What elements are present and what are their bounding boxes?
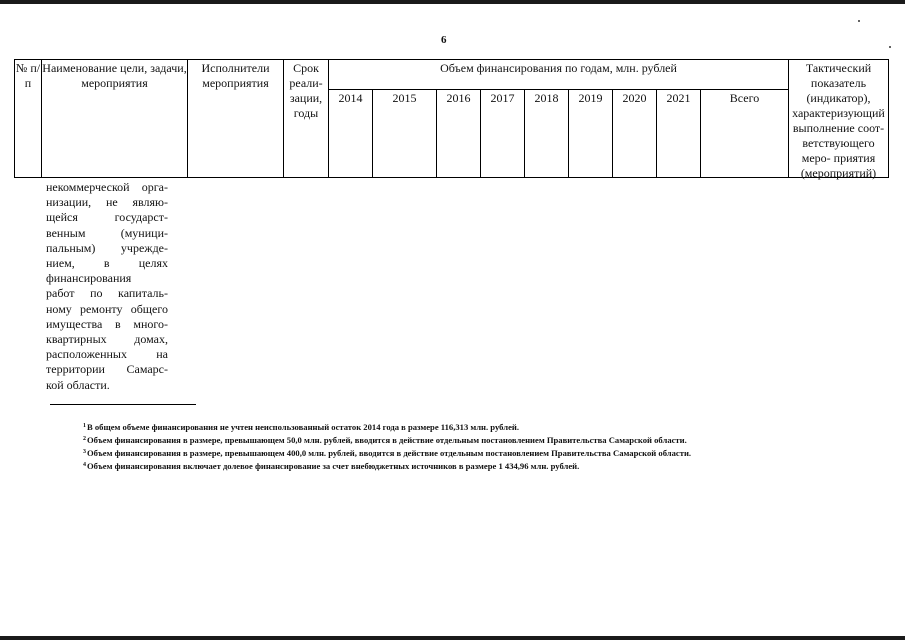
- footnote: $^1$В общем объеме финансирования не учтен неиспользованный остаток 2014 года в размере 116,313 млн. рублей.: [83, 422, 519, 432]
- year-cell: 2018: [525, 90, 569, 178]
- text-line: низации, не являю-: [46, 195, 168, 210]
- text-line: ному ремонту общего: [46, 301, 168, 316]
- measure-description: [46, 180, 168, 393]
- text-line: щейся государст-: [46, 210, 168, 225]
- text-line: финансирования: [46, 271, 132, 286]
- header-name: Наименование цели, задачи, мероприятия: [42, 60, 188, 178]
- header-executors: Исполнители мероприятия: [188, 60, 284, 178]
- text-line: некоммерческой орга-: [46, 180, 168, 194]
- year-cell: 2015: [373, 90, 437, 178]
- header-table: [14, 59, 889, 178]
- header-num: № п/п: [15, 60, 42, 178]
- text-line: имущества в много-: [46, 316, 168, 331]
- footnote: $^2$Объем финансирования в размере, превышающем 50,0 млн. рублей, вводится в действие отдельным постановлением Правительства Самарской области.: [83, 435, 687, 445]
- scan-speck: [889, 46, 891, 48]
- year-cell: 2017: [481, 90, 525, 178]
- header-funding: Объем финансирования по годам, млн. рублей: [329, 60, 789, 90]
- footnote-separator: [50, 404, 196, 405]
- text-line: венным (муници-: [46, 225, 168, 240]
- header-term: Срок реали- зации, годы: [284, 60, 329, 178]
- text-line: расположенных на: [46, 347, 168, 362]
- year-cell-total: Всего: [701, 90, 789, 178]
- year-cell: 2021: [657, 90, 701, 178]
- text-line: квартирных домах,: [46, 332, 168, 347]
- text-line: кой области.: [46, 377, 110, 392]
- footnote: $^4$Объем финансирования включает долевое финансирование за счет внебюджетных источников в размере 1 434,96 млн. рублей.: [83, 461, 580, 471]
- year-cell: 2016: [437, 90, 481, 178]
- year-cell: 2014: [329, 90, 373, 178]
- header-indicator: Тактический показатель (индикатор), характеризующий выполнение соот- ветствующего меро- приятия (мероприятий): [789, 60, 889, 178]
- scan-speck: [858, 20, 860, 22]
- year-cell: 2020: [613, 90, 657, 178]
- scan-edge-bottom: [0, 636, 905, 640]
- text-line: нием, в целях: [46, 256, 168, 271]
- text-line: территории Самарс-: [46, 362, 168, 377]
- text-line: пальным) учрежде-: [46, 240, 168, 255]
- footnote: $^3$Объем финансирования в размере, превышающем 400,0 млн. рублей, вводится в действие отдельным постановлением Правительства Самарской области.: [83, 448, 692, 458]
- text-line: работ по капиталь-: [46, 286, 168, 301]
- footnotes: [83, 420, 883, 472]
- page-number: 6: [441, 34, 447, 46]
- year-cell: 2019: [569, 90, 613, 178]
- scan-edge-top: [0, 0, 905, 4]
